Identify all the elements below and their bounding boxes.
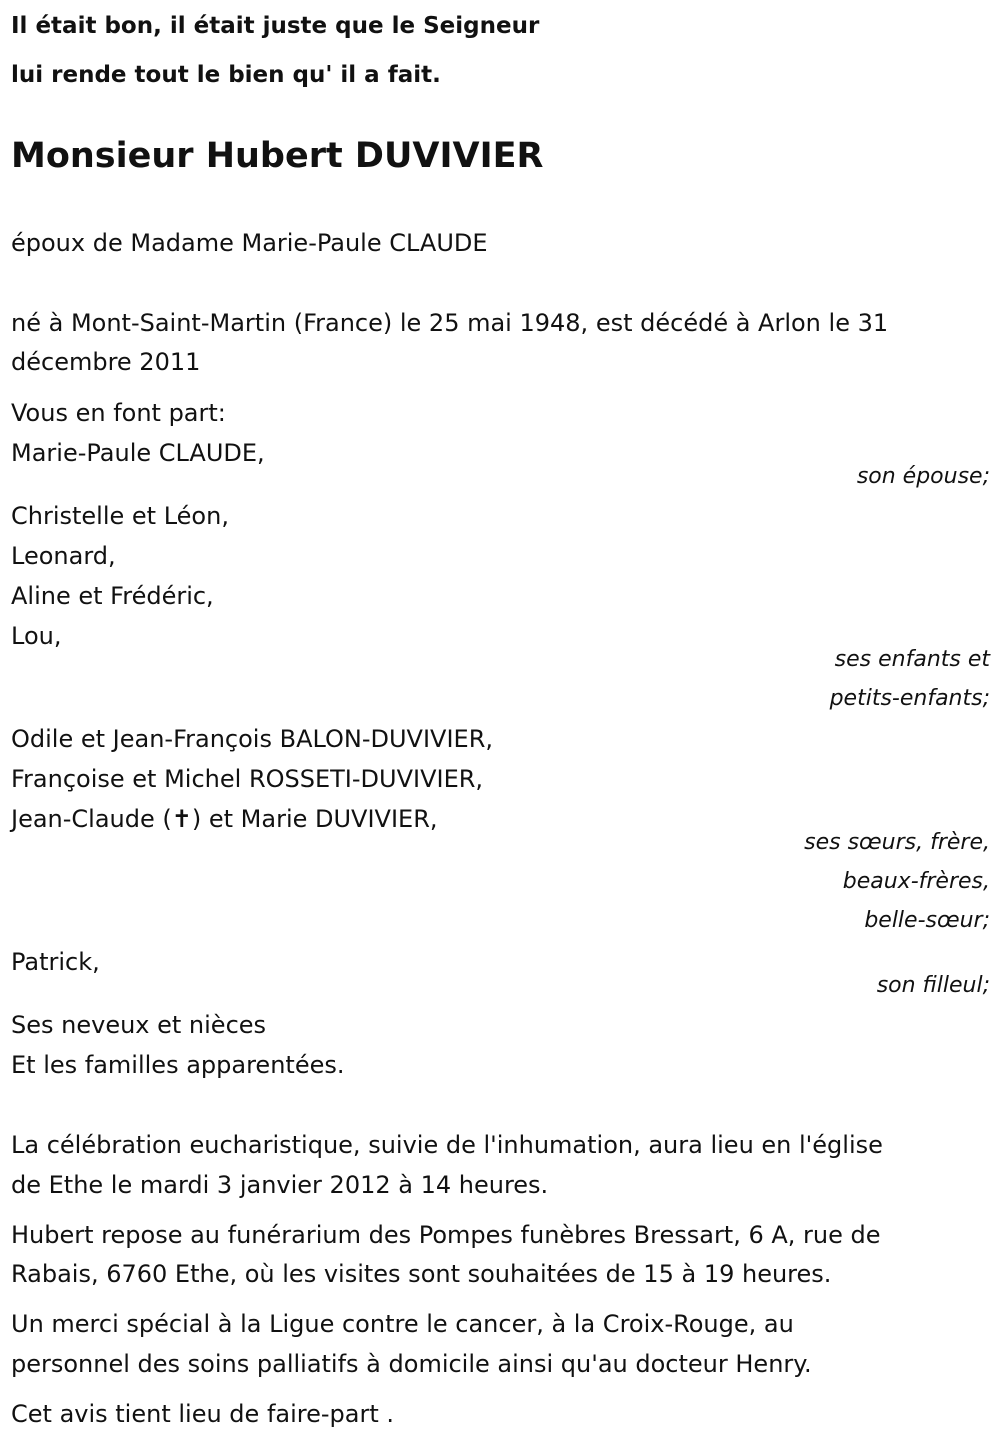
family-name: Leonard, (11, 542, 116, 570)
family-role: beaux-frères, (842, 869, 990, 894)
ceremony-line-2: de Ethe le mardi 3 janvier 2012 à 14 heures. (11, 1171, 549, 1199)
family-name: Marie-Paule CLAUDE, (11, 439, 265, 467)
funeral-home-line-1: Hubert repose au funérarium des Pompes funèbres Bressart, 6 A, rue de (11, 1221, 881, 1249)
ceremony-line-1: La célébration eucharistique, suivie de l'inhumation, aura lieu en l'église (11, 1131, 883, 1159)
family-name: Et les familles apparentées. (11, 1051, 345, 1079)
family-name: Aline et Frédéric, (11, 582, 214, 610)
announce-line: Vous en font part: (11, 399, 226, 427)
family-role: ses enfants et (834, 647, 990, 672)
birth-death-line-1: né à Mont-Saint-Martin (France) le 25 mai 1948, est décédé à Arlon le 31 (11, 309, 889, 337)
family-role: belle-sœur; (864, 908, 990, 933)
family-name: Odile et Jean-François BALON-DUVIVIER, (11, 725, 494, 753)
family-role: ses sœurs, frère, (804, 830, 990, 855)
family-role: son épouse; (856, 464, 990, 489)
thanks-line-2: personnel des soins palliatifs à domicile ainsi qu'au docteur Henry. (11, 1350, 812, 1378)
family-name: Françoise et Michel ROSSETI-DUVIVIER, (11, 765, 484, 793)
family-name: Patrick, (11, 948, 100, 976)
quote-line-1: Il était bon, il était juste que le Seigneur (11, 13, 540, 39)
deceased-name: Monsieur Hubert DUVIVIER (11, 136, 544, 176)
funeral-home-line-2: Rabais, 6760 Ethe, où les visites sont souhaitées de 15 à 19 heures. (11, 1260, 832, 1288)
birth-death-line-2: décembre 2011 (11, 348, 201, 376)
family-name: Christelle et Léon, (11, 502, 229, 530)
family-name: Lou, (11, 622, 62, 650)
quote-line-2: lui rende tout le bien qu' il a fait. (11, 62, 441, 88)
spouse-line: époux de Madame Marie-Paule CLAUDE (11, 229, 488, 257)
family-role: petits-enfants; (829, 686, 990, 711)
family-name: Jean-Claude (✝) et Marie DUVIVIER, (11, 805, 438, 833)
family-role: son filleul; (876, 973, 990, 998)
closing-line: Cet avis tient lieu de faire-part . (11, 1400, 395, 1428)
family-name: Ses neveux et nièces (11, 1011, 267, 1039)
thanks-line-1: Un merci spécial à la Ligue contre le cancer, à la Croix-Rouge, au (11, 1310, 794, 1338)
